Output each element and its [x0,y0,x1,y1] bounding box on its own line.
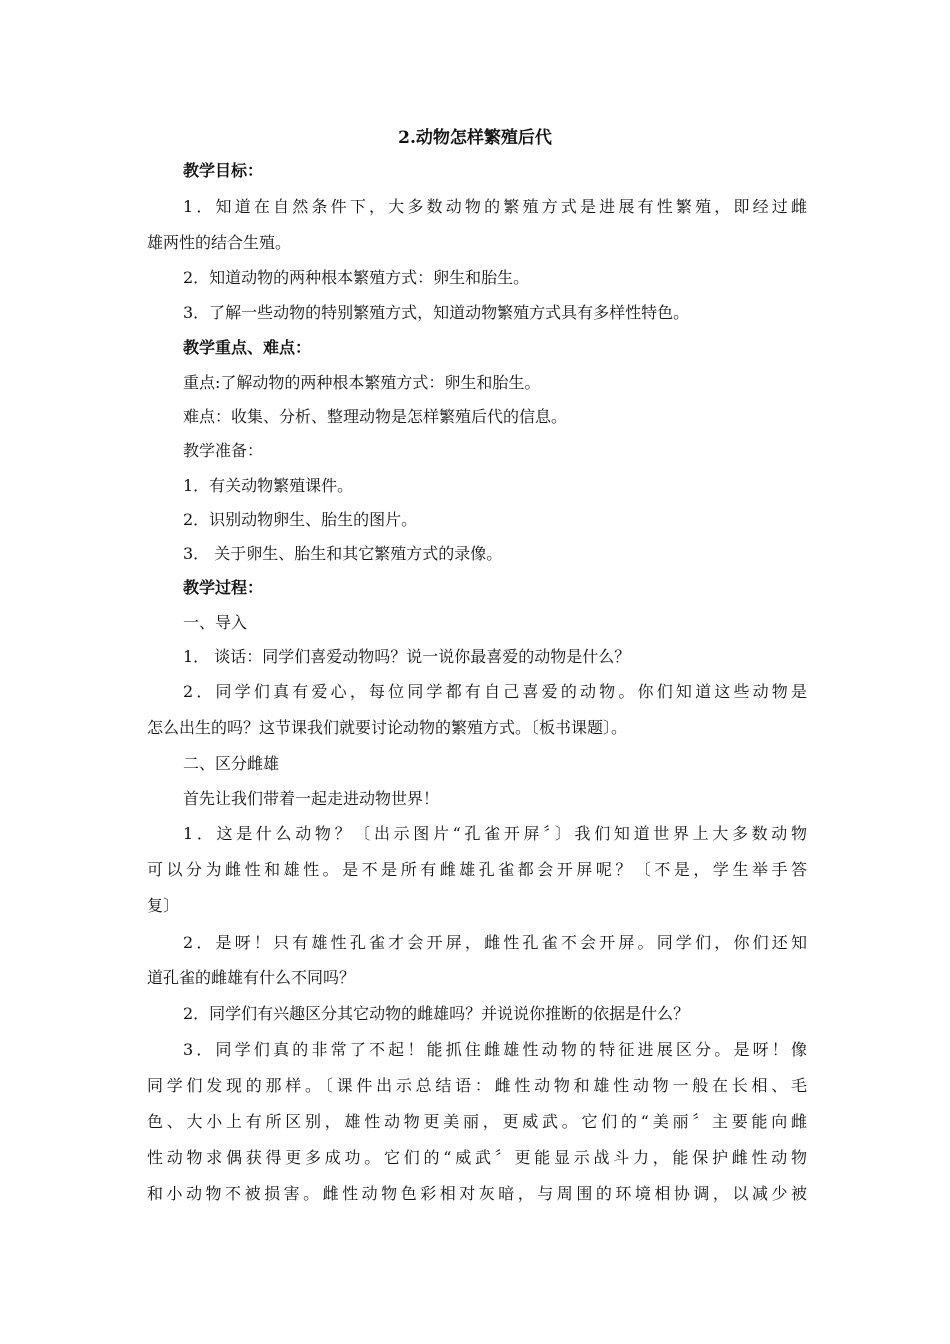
paragraph-line: 3．了解一些动物的特别繁殖方式，知道动物繁殖方式具有多样性特色。 [183,303,690,322]
paragraph-line: 雄两性的结合生殖。 [147,233,292,252]
section-heading: 二、区分雌雄 [183,754,280,773]
paragraph-line: 2．知道动物的两种根本繁殖方式：卵生和胎生。 [183,268,530,287]
paragraph-line: 难点：收集、分析、整理动物是怎样繁殖后代的信息。 [183,407,568,426]
paragraph-line: 色、大小上有所区别，雄性动物更美丽，更威武。它们的“美丽〞主要能向雌 [147,1112,807,1131]
paragraph-line: 3． 关于卵生、胎生和其它繁殖方式的录像。 [183,544,503,563]
paragraph-line: 复〕 [147,896,180,915]
paragraph-line: 1．知道在自然条件下，大多数动物的繁殖方式是进展有性繁殖，即经过雌 [183,197,807,216]
paragraph-line: 重点:了解动物的两种根本繁殖方式：卵生和胎生。 [183,373,541,392]
paragraph-line: 1． 谈话：同学们喜爱动物吗？说一说你最喜爱的动物是什么？ [183,647,631,666]
paragraph-line: 怎么出生的吗？这节课我们就要讨论动物的繁殖方式。〔板书课题〕。 [147,718,628,737]
heading-key-points: 教学重点、难点： [183,338,312,357]
paragraph-line: 可以分为雌性和雄性。是不是所有雌雄孔雀都会开屏呢？〔不是，学生举手答 [147,860,807,879]
paragraph-line: 2．同学们真有爱心，每位同学都有自己喜爱的动物。你们知道这些动物是 [183,682,807,701]
paragraph-line: 1．有关动物繁殖课件。 [183,476,354,495]
paragraph-line: 道孔雀的雌雄有什么不同吗？ [147,968,356,987]
paragraph-line: 同学们发现的那样。〔课件出示总结语：雌性动物和雄性动物一般在长相、毛 [147,1076,807,1095]
section-heading: 一、导入 [183,613,248,632]
paragraph-line: 教学准备： [183,441,264,460]
paragraph-line: 2．同学们有兴趣区分其它动物的雌雄吗？并说说你推断的依据是什么？ [183,1004,690,1023]
heading-teaching-process: 教学过程： [183,578,264,597]
paragraph-line: 2．识别动物卵生、胎生的图片。 [183,510,418,529]
document-title: 2.动物怎样繁殖后代 [398,128,552,148]
paragraph-line: 性动物求偶获得更多成功。它们的“威武〞更能显示战斗力，能保护雌性动物 [147,1148,807,1167]
paragraph-line: 和小动物不被损害。雌性动物色彩相对灰暗，与周围的环境相协调，以减少被 [147,1184,807,1203]
paragraph-line: 2．是呀！只有雄性孔雀才会开屏，雌性孔雀不会开屏。同学们，你们还知 [183,933,807,952]
heading-teaching-goals: 教学目标： [183,161,264,180]
paragraph-line: 3．同学们真的非常了不起！能抓住雌雄性动物的特征进展区分。是呀！像 [183,1040,807,1059]
paragraph-line: 1．这是什么动物？〔出示图片“孔雀开屏〞〕我们知道世界上大多数动物 [183,824,807,843]
paragraph-line: 首先让我们带着一起走进动物世界！ [183,789,440,808]
